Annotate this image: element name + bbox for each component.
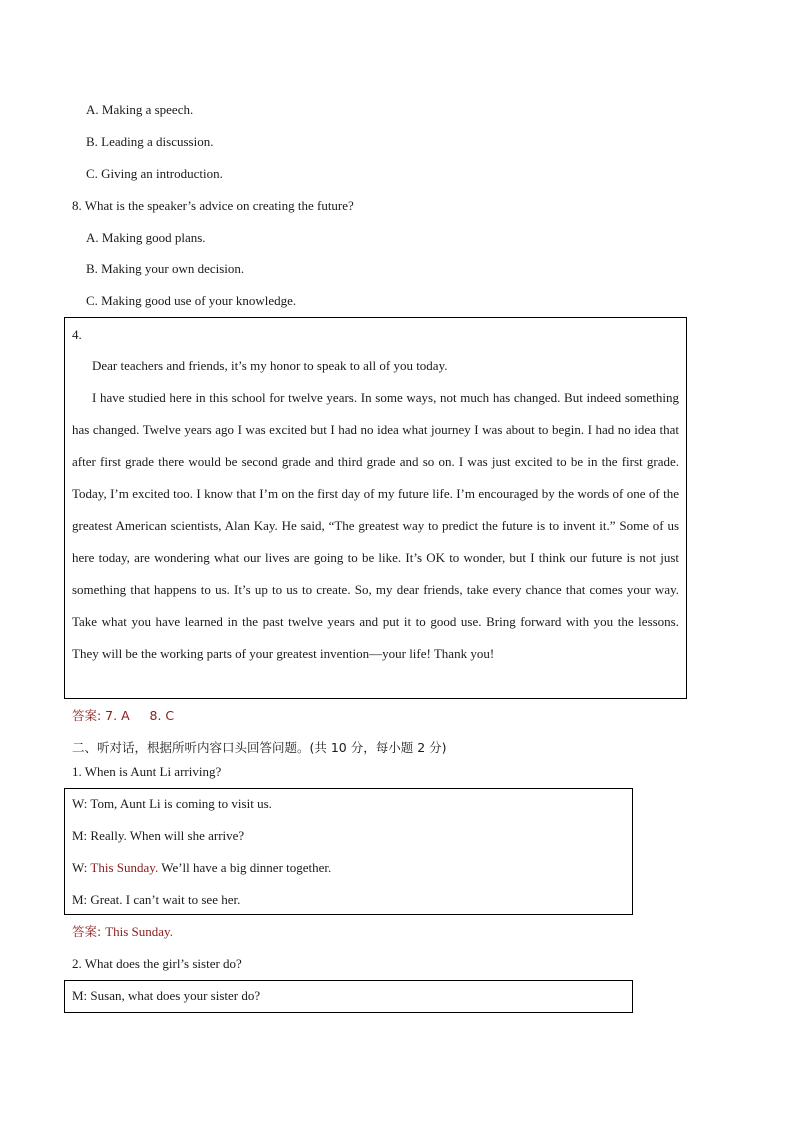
- dialogue-2-line-1: M: Susan, what does your sister do?: [72, 988, 261, 1003]
- dialogue-1-line-4: M: Great. I can’t wait to see her.: [72, 892, 241, 907]
- transcript-box-4: [64, 317, 687, 699]
- q8-question: 8. What is the speaker’s advice on creating the future?: [72, 198, 354, 213]
- dialogue-1-line-3-rest: We’ll have a big dinner together.: [158, 860, 332, 875]
- answer-value: This Sunday.: [105, 924, 173, 939]
- dialogue-q2-question: 2. What does the girl’s sister do?: [72, 956, 242, 971]
- q7-option-a: A. Making a speech.: [86, 102, 194, 117]
- q8-option-c: C. Making good use of your knowledge.: [86, 293, 297, 308]
- dialogue-1-line-1: W: Tom, Aunt Li is coming to visit us.: [72, 796, 272, 811]
- answer-label: 答案:: [72, 924, 106, 939]
- transcript-body: [72, 382, 679, 670]
- dialogue-1-line-3-speaker: W:: [72, 860, 91, 875]
- transcript-number: 4.: [72, 327, 82, 342]
- answer-7-8: 答案: 7. A 8. C: [72, 708, 175, 723]
- dialogue-box-2: [64, 980, 633, 1013]
- q8-option-b: B. Making your own decision.: [86, 261, 245, 276]
- q7-option-b: B. Leading a discussion.: [86, 134, 214, 149]
- q7-option-c: C. Giving an introduction.: [86, 166, 223, 181]
- transcript-greeting: Dear teachers and friends, it’s my honor to speak to all of you today.: [92, 358, 448, 373]
- dialogue-1-line-3-highlight: This Sunday.: [90, 860, 159, 875]
- transcript-body-text: I have studied here in this school for twelve years. In some ways, not much has changed. But indeed something has changed. Twelve years ago I was excited but I had no idea what journey I was about to begin. I had no idea that after first grade there would be second grade and third grade and so on. I was just excited to be in the first grade. Today, I’m excited too. I know that I’m on the first day of my future life. I’m encouraged by the words of one of the greatest American scientists, Alan Kay. He said, “The greatest way to predict the future is to invent it.” Some of us here today, are wondering what our lives are going to be like. It’s OK to wonder, but I think our future is not just something that happens to us. It’s up to us to create. So, my dear friends, take every chance that comes your way. Take what you have learned in the past twelve years and put it to good use. Bring forward with you the lessons. They will be the working parts of your greatest invention—your life! Thank you!: [72, 390, 679, 661]
- section-2-heading: 二、听对话，根据所听内容口头回答问题。(共 10 分，每小题 2 分): [72, 740, 447, 755]
- dialogue-q1-answer: [72, 924, 173, 940]
- dialogue-1-line-2: M: Really. When will she arrive?: [72, 828, 245, 843]
- dialogue-q1-question: 1. When is Aunt Li arriving?: [72, 764, 222, 779]
- dialogue-box-1: [64, 788, 633, 915]
- dialogue-1-line-3: [72, 860, 331, 876]
- q8-option-a: A. Making good plans.: [86, 230, 206, 245]
